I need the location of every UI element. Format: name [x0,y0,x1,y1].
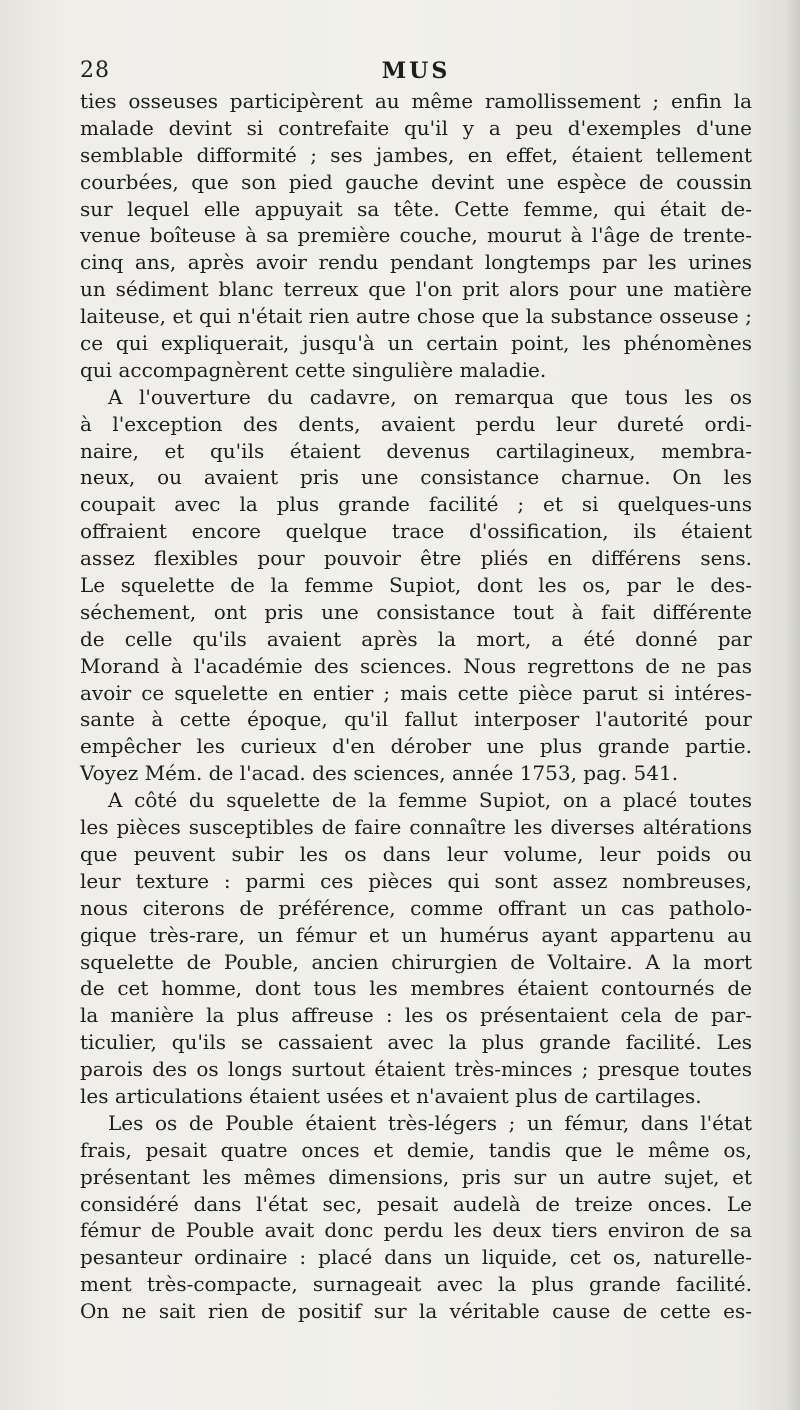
text-line: malade devint si contrefaite qu'il y a peu d'exemples d'une [80,115,752,140]
text-line: sur lequel elle appuyait sa tête. Cette femme, qui était de- [80,196,752,221]
page-edge-shadow [786,0,800,1410]
text-line: offraient encore quelque trace d'ossification, ils étaient [80,519,752,544]
text-line: venue boîteuse à sa première couche, mourut à l'âge de trente- [80,223,752,248]
page-number: 28 [80,58,110,83]
text-line: que peuvent subir les os dans leur volume, leur poids ou [80,841,752,866]
text-line: les pièces susceptibles de faire connaître les diverses altérations [80,815,752,840]
text-line: considéré dans l'état sec, pesait audelà de treize onces. Le [80,1191,752,1216]
text-line: qui accompagnèrent cette singulière maladie. [80,357,547,382]
text-line: Le squelette de la femme Supiot, dont les os, par le des- [80,573,752,598]
text-line: ties osseuses participèrent au même ramollissement ; enfin la [80,89,752,113]
text-line: coupait avec la plus grande facilité ; et si quelques-uns [80,492,752,517]
text-line: les articulations étaient usées et n'avaient plus de cartilages. [80,1083,702,1108]
text-line: laiteuse, et qui n'était rien autre chose que la substance osseuse ; [80,304,752,329]
text-line: fémur de Pouble avait donc perdu les deux tiers environ de sa [80,1218,752,1243]
text-line: assez flexibles pour pouvoir être pliés en différens sens. [80,546,752,571]
text-line: un sédiment blanc terreux que l'on prit alors pour une matière [80,277,752,302]
text-line: Voyez Mém. de l'acad. des sciences, année 1753, pag. 541. [80,761,679,786]
text-line: de celle qu'ils avaient après la mort, a été donné par [80,626,752,651]
text-line: ment très-compacte, surnageait avec la plus grande facilité. [80,1272,752,1297]
text-line: courbées, que son pied gauche devint une espèce de coussin [80,169,752,194]
body-text [80,88,752,1325]
text-line: empêcher les curieux d'en dérober une plus grande partie. [80,734,752,759]
page-header [80,58,752,88]
text-line: Les os de Pouble étaient très-légers ; un fémur, dans l'état [108,1110,752,1135]
text-line: de cet homme, dont tous les membres étaient contournés de [80,976,752,1001]
text-line: A l'ouverture du cadavre, on remarqua que tous les os [108,384,752,409]
text-line: pesanteur ordinaire : placé dans un liquide, cet os, naturelle- [80,1245,752,1270]
text-line: nous citerons de préférence, comme offrant un cas patholo- [80,895,752,920]
text-line: On ne sait rien de positif sur la véritable cause de cette es- [80,1299,752,1324]
text-line: parois des os longs surtout étaient très-minces ; presque toutes [80,1057,752,1082]
text-line: frais, pesait quatre onces et demie, tandis que le même os, [80,1137,752,1162]
text-line: gique très-rare, un fémur et un humérus ayant appartenu au [80,922,752,947]
text-line: présentant les mêmes dimensions, pris sur un autre sujet, et [80,1164,752,1189]
text-line: squelette de Pouble, ancien chirurgien de Voltaire. A la mort [80,949,752,974]
text-line: avoir ce squelette en entier ; mais cette pièce parut si intéres- [80,680,752,705]
text-line: cinq ans, après avoir rendu pendant longtemps par les urines [80,250,752,275]
text-line: ticulier, qu'ils se cassaient avec la plus grande facilité. Les [80,1030,752,1055]
text-line: semblable difformité ; ses jambes, en effet, étaient tellement [80,142,752,167]
text-line: sante à cette époque, qu'il fallut interposer l'autorité pour [80,707,752,732]
text-line: leur texture : parmi ces pièces qui sont assez nombreuses, [80,868,752,893]
text-line: A côté du squelette de la femme Supiot, on a placé toutes [108,788,752,813]
text-line: neux, ou avaient pris une consistance charnue. On les [80,465,752,490]
text-line: séchement, ont pris une consistance tout à fait différente [80,599,752,624]
text-line: Morand à l'académie des sciences. Nous regrettons de ne pas [80,653,752,678]
text-line: à l'exception des dents, avaient perdu leur dureté ordi- [80,411,752,436]
text-line: naire, et qu'ils étaient devenus cartilagineux, membra- [80,438,752,463]
running-head: MUS [381,58,451,84]
text-line: la manière la plus affreuse : les os présentaient cela de par- [80,1003,752,1028]
text-line: ce qui expliquerait, jusqu'à un certain point, les phénomènes [80,331,752,356]
